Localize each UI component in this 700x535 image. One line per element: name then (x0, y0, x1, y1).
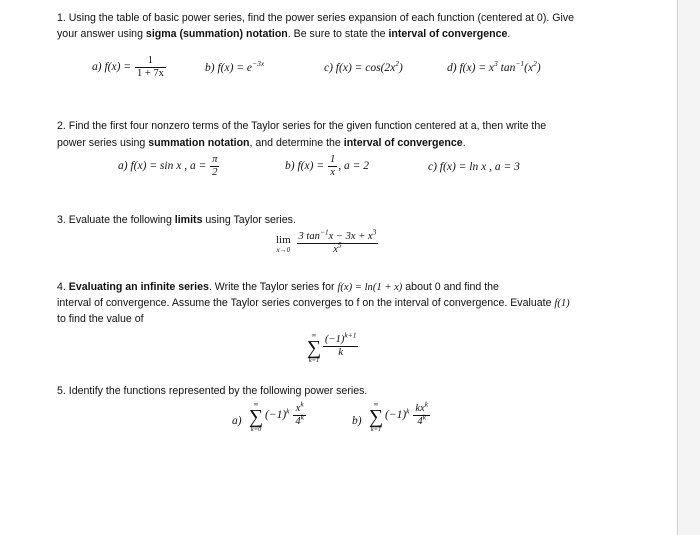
q5-part-b-label: b) (352, 415, 362, 427)
right-gutter (678, 0, 700, 535)
q4-instructions-line3: to find the value of (57, 313, 144, 325)
q4-summand: $\frac{(-1)^{k+1}}{k}$ (325, 330, 357, 358)
q5-part-a-label: a) (232, 415, 242, 427)
q2-part-c: c) f(x) = ln x , a = 3 (428, 161, 520, 173)
q5-instructions: 5. Identify the functions represented by the following power series. (57, 385, 368, 397)
q3-limit-expression: lim x→0 $\frac{3 \tan^{-1}x - 3x + x^3}{x^5}$ (276, 227, 377, 255)
q4-instructions-line2: interval of convergence. Assume the Taylor series converges to f on the interval of convergence. Evaluate f(1) (57, 297, 570, 309)
q5-part-b-summand: $(-1)^k$ $\frac{kx^k}{4^k}$ (385, 399, 429, 427)
q4-summation-sign: ∞ ∑ k=1 (306, 332, 322, 364)
q2-part-b: b) f(x) = $\frac{1}{x}$ , a = 2 (285, 154, 369, 178)
q2-part-a: a) f(x) = sin x , a = $\frac{\pi}{2}$ (118, 154, 218, 178)
q5-part-a-summand: $(-1)^k$ $\frac{x^k}{4^k}$ (265, 399, 304, 427)
q4-instructions-line1: 4. Evaluating an infinite series. Write the Taylor series for f(x) = ln(1 + x) about 0 and find the (57, 281, 499, 293)
q5-part-a-summation-sign: ∞ ∑ k=0 (248, 401, 264, 433)
q2-instructions-line1: 2. Find the first four nonzero terms of the Taylor series for the given function centered at a, then write the (57, 120, 547, 132)
q1-instructions-line1: 1. Using the table of basic power series, find the power series expansion of each function (centered at 0). Give (57, 12, 575, 24)
q1-part-b: b) $f(x) = e^{-3x}$ (205, 59, 265, 74)
q1-instructions-line2: your answer using sigma (summation) notation. Be sure to state the interval of convergence. (57, 28, 511, 40)
q3-instructions: 3. Evaluate the following limits using Taylor series. (57, 214, 296, 226)
q1-part-d: d) $f(x) = x^3$ $\tan^{-1}(x^2)$ (447, 59, 541, 74)
q5-part-b-summation-sign: ∞ ∑ k=1 (368, 401, 384, 433)
q1-part-a: a) f(x) = $\frac{1}{1 + 7x}$ (92, 55, 164, 79)
q2-instructions-line2: power series using summation notation, and determine the interval of convergence. (57, 137, 466, 149)
q1-part-c: c) $f(x) = \cos(2x^2)$ (324, 59, 403, 74)
